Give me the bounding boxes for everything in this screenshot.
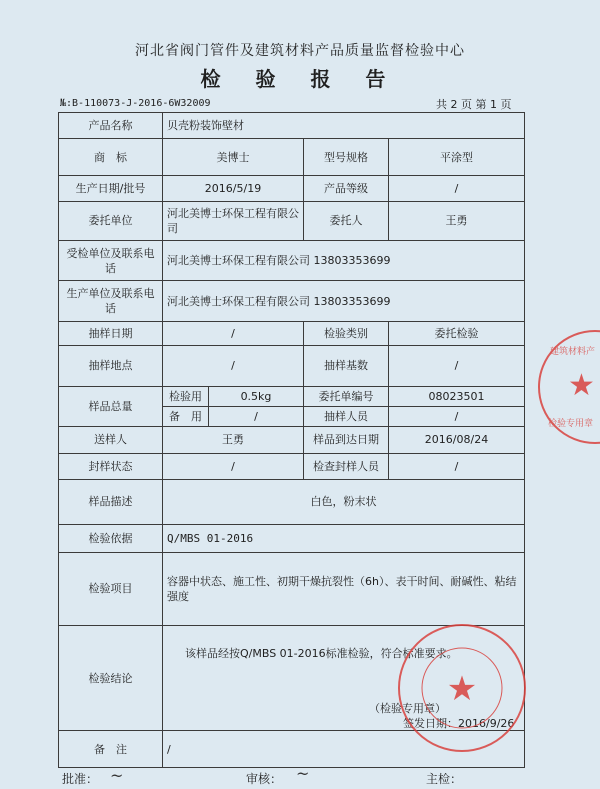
cell-label: 产品名称: [59, 113, 163, 139]
cell-label: 备 用: [163, 406, 209, 426]
organization-name: 河北省阀门管件及建筑材料产品质量监督检验中心: [135, 43, 465, 59]
cell-value: 河北美博士环保工程有限公司 13803353699: [163, 240, 525, 281]
stamp-note: （检验专用章）: [369, 701, 446, 715]
side-seal-stamp: [538, 330, 600, 444]
cell-label: 检验类别: [304, 321, 389, 345]
cell-label: 委托单编号: [304, 386, 389, 406]
cell-value: 贝壳粉装饰壁材: [163, 113, 525, 139]
cell-value: 容器中状态、施工性、初期干燥抗裂性（6h）、表干时间、耐碱性、粘结强度: [163, 552, 525, 625]
table-row: [59, 113, 525, 139]
table-row: [59, 202, 525, 241]
cell-label: 检验用: [163, 386, 209, 406]
cell-label: 委托人: [304, 202, 389, 241]
cell-value: /: [389, 453, 525, 479]
table-row: [59, 386, 525, 406]
cell-value: 王勇: [389, 202, 525, 241]
side-seal-top: 建筑材料产: [550, 347, 596, 357]
review-label: 审核：: [246, 772, 283, 786]
table-row: [59, 139, 525, 176]
cell-label: 委托单位: [59, 202, 163, 241]
conclusion-text: 该样品经按Q/MBS 01-2016标准检验，符合标准要求。: [185, 646, 458, 660]
cell-value: 2016/08/24: [389, 427, 525, 453]
cell-label: 生产日期/批号: [59, 175, 163, 201]
cell-label: 抽样基数: [304, 346, 389, 387]
cell-value: 2016/5/19: [163, 175, 304, 201]
cell-label: 检查封样人员: [304, 453, 389, 479]
cell-value: /: [163, 453, 304, 479]
official-seal-stamp: [398, 624, 526, 752]
cell-value: /: [389, 406, 525, 426]
cell-value: 河北美博士环保工程有限公司 13803353699: [163, 281, 525, 322]
cell-label: 备 注: [59, 731, 163, 768]
cell-label: 检验依据: [59, 524, 163, 552]
cell-value: 河北美博士环保工程有限公司: [163, 202, 304, 241]
cell-value: 美博士: [163, 139, 304, 176]
report-title: 检 验 报 告: [200, 67, 400, 91]
cell-label: 型号规格: [304, 139, 389, 176]
cell-label: 产品等级: [304, 175, 389, 201]
table-row: [59, 479, 525, 524]
seal-svg: [400, 626, 524, 750]
cell-value: 委托检验: [389, 321, 525, 345]
main-inspector-label: 主检：: [426, 772, 463, 786]
cell-value: 白色，粉末状: [163, 479, 525, 524]
page-info: 共 2 页 第 1 页: [436, 98, 512, 111]
table-row: [59, 321, 525, 345]
table-row: [59, 346, 525, 387]
cell-value: 平涂型: [389, 139, 525, 176]
report-number: №:B-110073-J-2016-6W32009: [60, 98, 211, 109]
approve-signature: ~: [110, 766, 124, 785]
cell-value: /: [389, 175, 525, 201]
cell-value: /: [163, 731, 525, 768]
cell-value: /: [209, 406, 304, 426]
cell-label: 抽样日期: [59, 321, 163, 345]
table-row: [59, 240, 525, 281]
cell-label: 检验结论: [59, 625, 163, 730]
table-row: [59, 453, 525, 479]
table-row: [59, 175, 525, 201]
seal-star: ★: [446, 669, 478, 709]
cell-value: 王勇: [163, 427, 304, 453]
cell-label: 受检单位及联系电话: [59, 240, 163, 281]
cell-label: 抽样地点: [59, 346, 163, 387]
cell-label: 商 标: [59, 139, 163, 176]
cell-value: 08023501: [389, 386, 525, 406]
cell-label: 抽样人员: [304, 406, 389, 426]
cell-label: 样品总量: [59, 386, 163, 427]
side-seal-bottom: 检验专用章: [548, 419, 594, 429]
issue-date: 签发日期：2016/9/26: [403, 716, 515, 730]
cell-label: 生产单位及联系电话: [59, 281, 163, 322]
cell-value: 0.5kg: [209, 386, 304, 406]
cell-label: 样品到达日期: [304, 427, 389, 453]
table-row: [59, 281, 525, 322]
table-row: [59, 524, 525, 552]
cell-label: 检验项目: [59, 552, 163, 625]
review-signature: ~: [296, 764, 310, 783]
approve-label: 批准：: [62, 772, 99, 786]
cell-value: Q/MBS 01-2016: [163, 524, 525, 552]
side-seal-star: ★: [568, 368, 595, 403]
table-row: [59, 552, 525, 625]
cell-value: /: [389, 346, 525, 387]
cell-value: /: [163, 346, 304, 387]
table-row: [59, 427, 525, 453]
cell-label: 送样人: [59, 427, 163, 453]
cell-label: 样品描述: [59, 479, 163, 524]
cell-value: /: [163, 321, 304, 345]
cell-label: 封样状态: [59, 453, 163, 479]
